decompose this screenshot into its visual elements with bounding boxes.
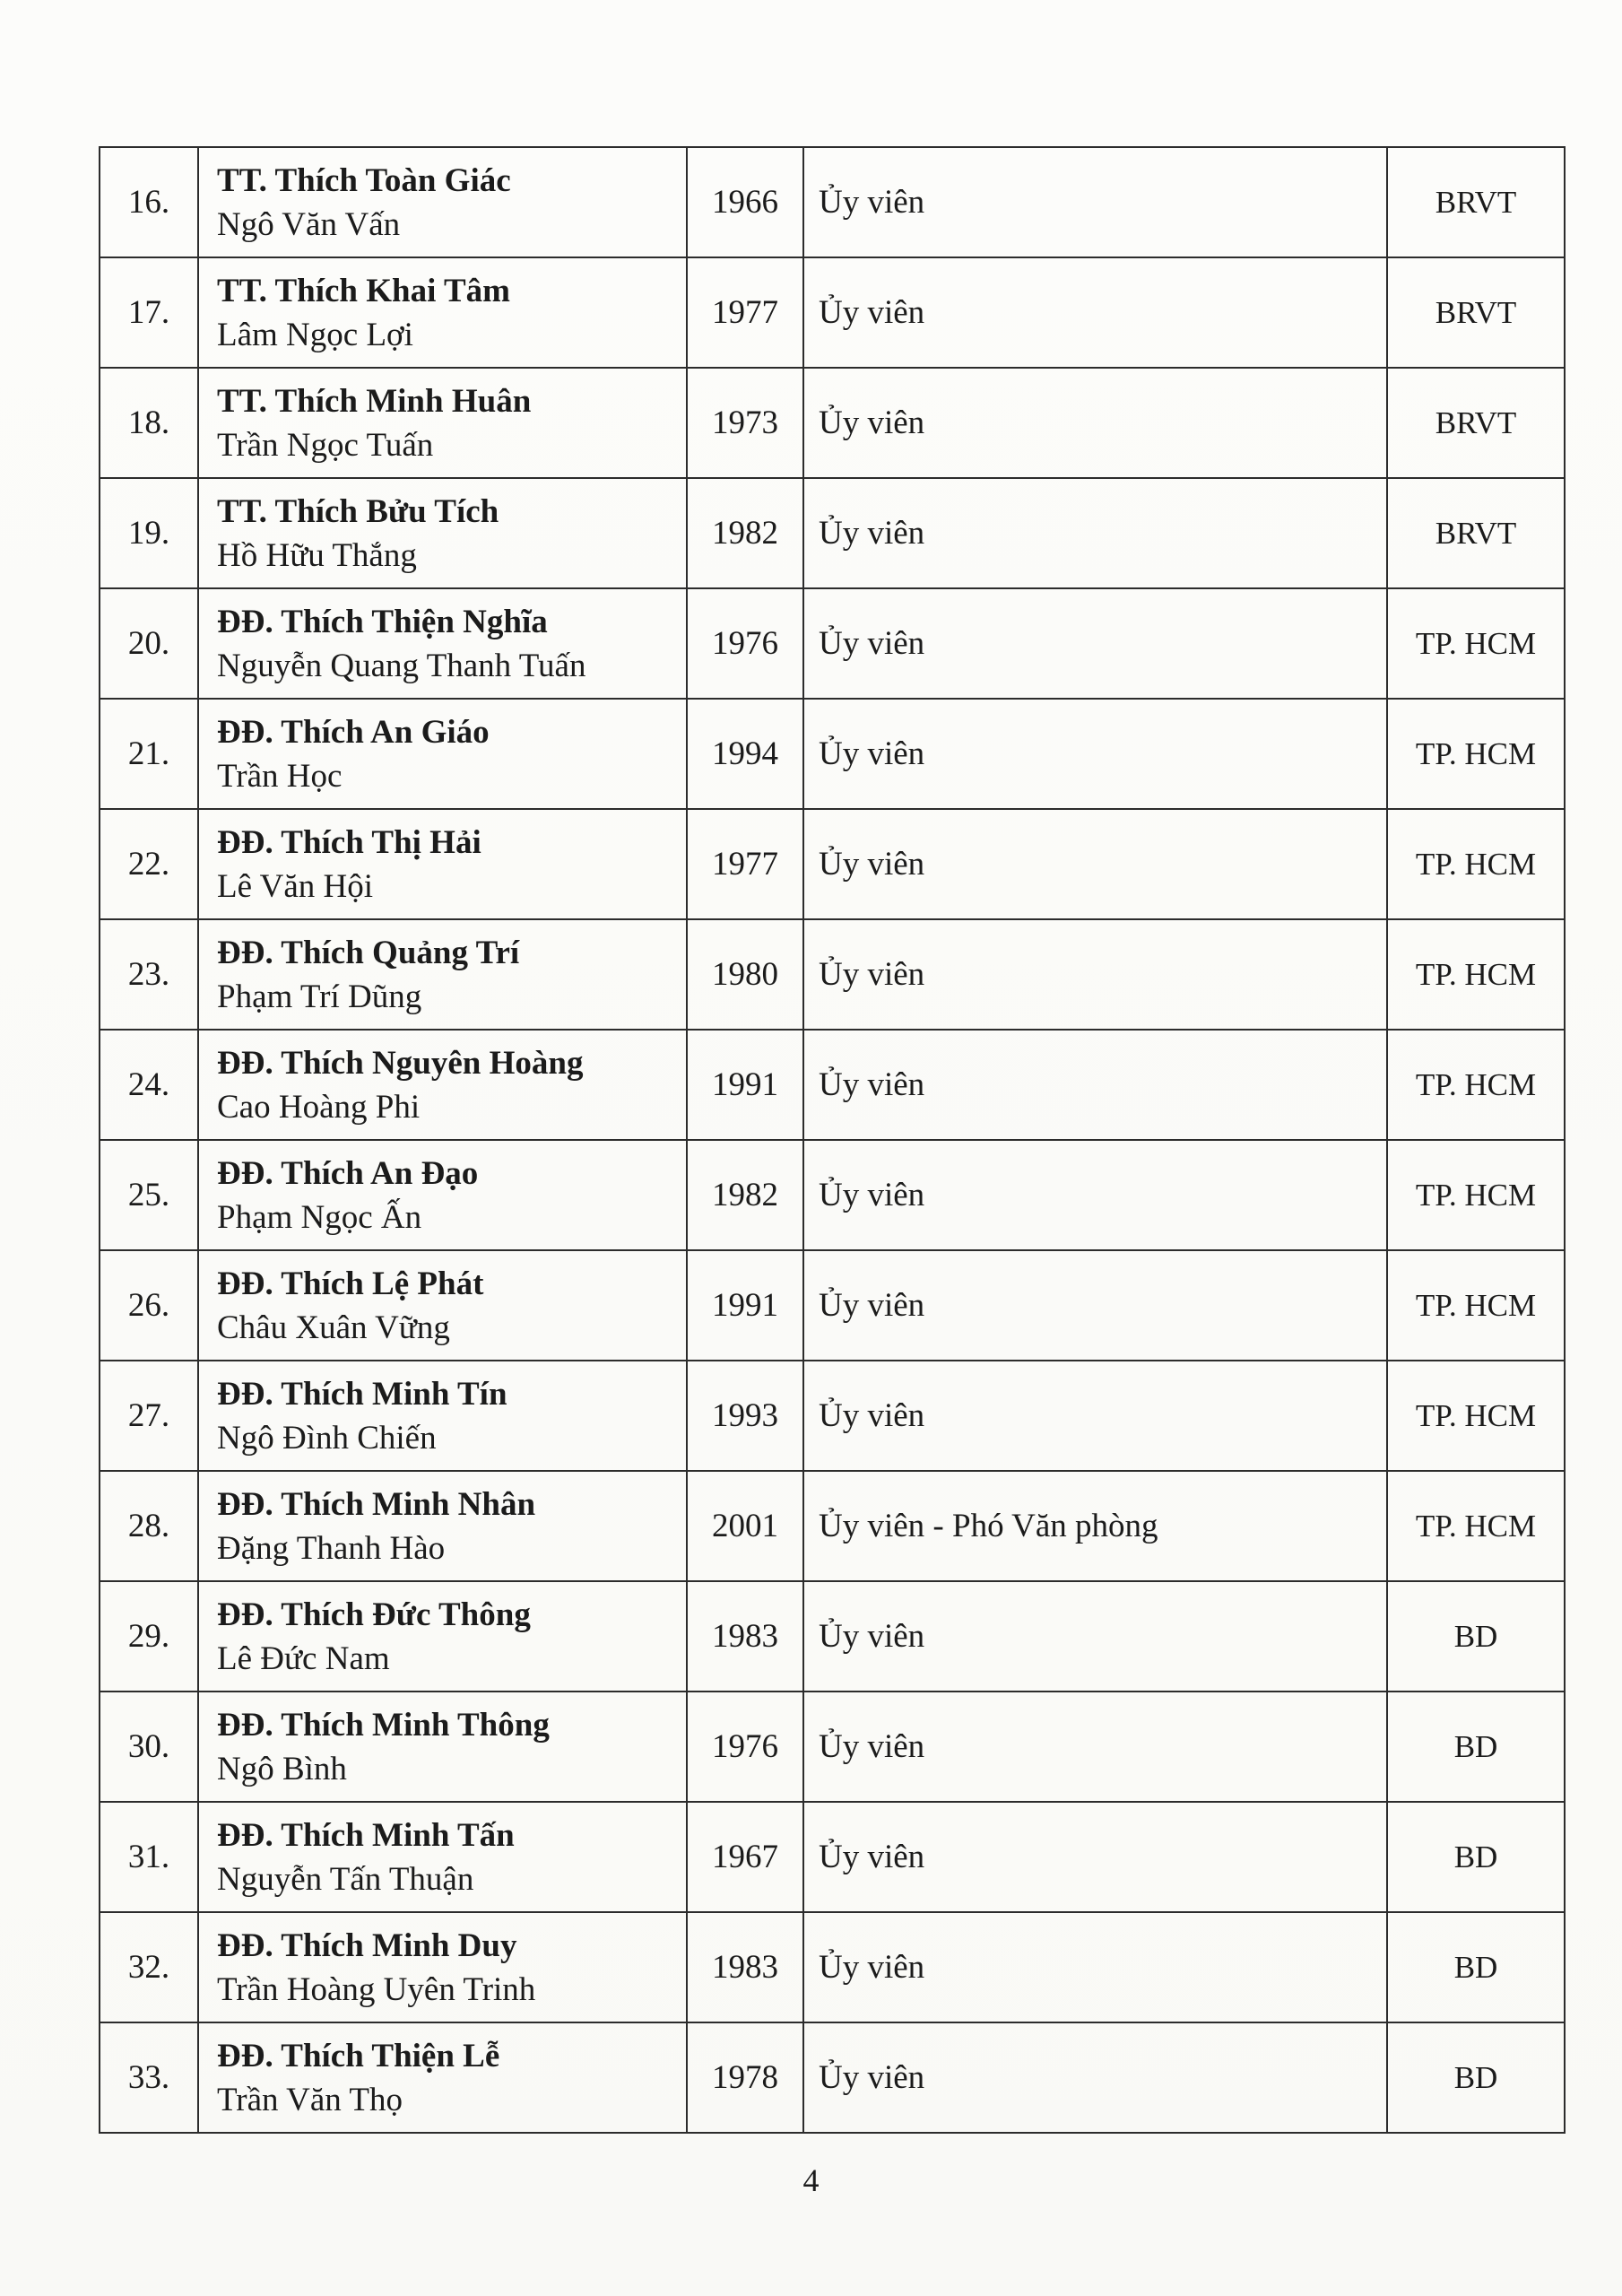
- row-number: 29.: [100, 1581, 198, 1692]
- locality: TP. HCM: [1387, 1030, 1565, 1140]
- birth-year: 1994: [687, 699, 803, 809]
- row-number: 23.: [100, 919, 198, 1030]
- dharma-name: ĐĐ. Thích Thị Hải: [217, 823, 481, 861]
- birth-year: 1967: [687, 1802, 803, 1912]
- row-number: 16.: [100, 147, 198, 257]
- dharma-name: ĐĐ. Thích Quảng Trí: [217, 934, 520, 971]
- name-cell: [198, 1692, 687, 1802]
- locality: BD: [1387, 2022, 1565, 2133]
- name-cell: [198, 257, 687, 368]
- table-row: [100, 1912, 1565, 2022]
- locality: TP. HCM: [1387, 919, 1565, 1030]
- locality: BRVT: [1387, 368, 1565, 478]
- dharma-name: TT. Thích Bửu Tích: [217, 492, 499, 530]
- page-number: 4: [802, 2162, 820, 2198]
- name-cell: [198, 588, 687, 699]
- lay-name: Ngô Bình: [217, 1750, 347, 1787]
- lay-name: Nguyễn Tấn Thuận: [217, 1860, 474, 1898]
- birth-year: 1966: [687, 147, 803, 257]
- row-number: 21.: [100, 699, 198, 809]
- role: Ủy viên: [803, 1912, 1387, 2022]
- locality: TP. HCM: [1387, 809, 1565, 919]
- role: Ủy viên: [803, 2022, 1387, 2133]
- role: Ủy viên: [803, 1692, 1387, 1802]
- row-number: 28.: [100, 1471, 198, 1581]
- dharma-name: ĐĐ. Thích Đức Thông: [217, 1596, 531, 1633]
- table-row: [100, 368, 1565, 478]
- dharma-name: TT. Thích Khai Tâm: [217, 272, 510, 309]
- locality: BD: [1387, 1912, 1565, 2022]
- dharma-name: ĐĐ. Thích Minh Duy: [217, 1926, 517, 1964]
- table-row: [100, 1581, 1565, 1692]
- name-cell: [198, 1581, 687, 1692]
- lay-name: Ngô Văn Vấn: [217, 205, 401, 243]
- name-cell: [198, 1250, 687, 1361]
- member-table: [99, 146, 1566, 2134]
- role: Ủy viên: [803, 1581, 1387, 1692]
- table-row: [100, 478, 1565, 588]
- locality: BD: [1387, 1581, 1565, 1692]
- role: Ủy viên: [803, 147, 1387, 257]
- row-number: 22.: [100, 809, 198, 919]
- locality: BRVT: [1387, 478, 1565, 588]
- role: Ủy viên: [803, 1030, 1387, 1140]
- table-row: [100, 1471, 1565, 1581]
- table-row: [100, 1250, 1565, 1361]
- table-row: [100, 1361, 1565, 1471]
- name-cell: [198, 2022, 687, 2133]
- row-number: 19.: [100, 478, 198, 588]
- lay-name: Trần Văn Thọ: [217, 2081, 403, 2118]
- lay-name: Lê Đức Nam: [217, 1639, 390, 1677]
- row-number: 24.: [100, 1030, 198, 1140]
- row-number: 32.: [100, 1912, 198, 2022]
- name-cell: [198, 147, 687, 257]
- birth-year: 1977: [687, 809, 803, 919]
- row-number: 27.: [100, 1361, 198, 1471]
- row-number: 33.: [100, 2022, 198, 2133]
- locality: BRVT: [1387, 257, 1565, 368]
- locality: BD: [1387, 1802, 1565, 1912]
- dharma-name: ĐĐ. Thích Thiện Nghĩa: [217, 603, 548, 640]
- table-row: [100, 588, 1565, 699]
- lay-name: Trần Học: [217, 757, 343, 795]
- dharma-name: ĐĐ. Thích Thiện Lễ: [217, 2037, 500, 2074]
- dharma-name: ĐĐ. Thích Minh Tấn: [217, 1816, 515, 1854]
- lay-name: Trần Ngọc Tuấn: [217, 426, 434, 464]
- table-row: [100, 1802, 1565, 1912]
- name-cell: [198, 699, 687, 809]
- table-row: [100, 699, 1565, 809]
- locality: TP. HCM: [1387, 1361, 1565, 1471]
- lay-name: Ngô Đình Chiến: [217, 1419, 437, 1457]
- name-cell: [198, 1030, 687, 1140]
- lay-name: Cao Hoàng Phi: [217, 1088, 421, 1126]
- birth-year: 1973: [687, 368, 803, 478]
- role: Ủy viên - Phó Văn phòng: [803, 1471, 1387, 1581]
- table-row: [100, 809, 1565, 919]
- table-row: [100, 1030, 1565, 1140]
- lay-name: Phạm Trí Dũng: [217, 978, 422, 1015]
- table-row: [100, 257, 1565, 368]
- birth-year: 2001: [687, 1471, 803, 1581]
- table-row: [100, 1692, 1565, 1802]
- name-cell: [198, 368, 687, 478]
- member-table-body: [100, 147, 1565, 2133]
- role: Ủy viên: [803, 699, 1387, 809]
- birth-year: 1993: [687, 1361, 803, 1471]
- birth-year: 1983: [687, 1581, 803, 1692]
- birth-year: 1991: [687, 1250, 803, 1361]
- name-cell: [198, 1140, 687, 1250]
- dharma-name: ĐĐ. Thích Nguyên Hoàng: [217, 1044, 584, 1082]
- locality: BRVT: [1387, 147, 1565, 257]
- dharma-name: ĐĐ. Thích Lệ Phát: [217, 1265, 484, 1302]
- birth-year: 1980: [687, 919, 803, 1030]
- row-number: 25.: [100, 1140, 198, 1250]
- locality: TP. HCM: [1387, 1471, 1565, 1581]
- row-number: 26.: [100, 1250, 198, 1361]
- row-number: 30.: [100, 1692, 198, 1802]
- row-number: 18.: [100, 368, 198, 478]
- name-cell: [198, 919, 687, 1030]
- birth-year: 1976: [687, 588, 803, 699]
- locality: TP. HCM: [1387, 699, 1565, 809]
- role: Ủy viên: [803, 257, 1387, 368]
- dharma-name: ĐĐ. Thích An Giáo: [217, 713, 490, 751]
- birth-year: 1976: [687, 1692, 803, 1802]
- role: Ủy viên: [803, 919, 1387, 1030]
- table-row: [100, 147, 1565, 257]
- birth-year: 1983: [687, 1912, 803, 2022]
- role: Ủy viên: [803, 809, 1387, 919]
- table-row: [100, 1140, 1565, 1250]
- lay-name: Hồ Hữu Thắng: [217, 536, 417, 574]
- dharma-name: TT. Thích Minh Huân: [217, 382, 532, 420]
- locality: TP. HCM: [1387, 588, 1565, 699]
- role: Ủy viên: [803, 1361, 1387, 1471]
- dharma-name: ĐĐ. Thích Minh Nhân: [217, 1485, 536, 1523]
- lay-name: Phạm Ngọc Ấn: [217, 1198, 422, 1236]
- birth-year: 1978: [687, 2022, 803, 2133]
- role: Ủy viên: [803, 1802, 1387, 1912]
- lay-name: Lê Văn Hội: [217, 867, 373, 905]
- lay-name: Nguyễn Quang Thanh Tuấn: [217, 647, 586, 684]
- row-number: 17.: [100, 257, 198, 368]
- name-cell: [198, 1912, 687, 2022]
- birth-year: 1991: [687, 1030, 803, 1140]
- name-cell: [198, 478, 687, 588]
- role: Ủy viên: [803, 1140, 1387, 1250]
- name-cell: [198, 1471, 687, 1581]
- birth-year: 1977: [687, 257, 803, 368]
- dharma-name: TT. Thích Toàn Giác: [217, 161, 511, 199]
- locality: TP. HCM: [1387, 1140, 1565, 1250]
- role: Ủy viên: [803, 478, 1387, 588]
- lay-name: Lâm Ngọc Lợi: [217, 316, 413, 353]
- row-number: 31.: [100, 1802, 198, 1912]
- lay-name: Châu Xuân Vững: [217, 1309, 450, 1346]
- table-row: [100, 2022, 1565, 2133]
- row-number: 20.: [100, 588, 198, 699]
- lay-name: Đặng Thanh Hào: [217, 1529, 446, 1567]
- birth-year: 1982: [687, 1140, 803, 1250]
- birth-year: 1982: [687, 478, 803, 588]
- role: Ủy viên: [803, 1250, 1387, 1361]
- role: Ủy viên: [803, 588, 1387, 699]
- dharma-name: ĐĐ. Thích Minh Tín: [217, 1375, 507, 1413]
- table-row: [100, 919, 1565, 1030]
- dharma-name: ĐĐ. Thích Minh Thông: [217, 1706, 550, 1744]
- name-cell: [198, 809, 687, 919]
- locality: BD: [1387, 1692, 1565, 1802]
- role: Ủy viên: [803, 368, 1387, 478]
- name-cell: [198, 1802, 687, 1912]
- lay-name: Trần Hoàng Uyên Trinh: [217, 1970, 536, 2008]
- name-cell: [198, 1361, 687, 1471]
- locality: TP. HCM: [1387, 1250, 1565, 1361]
- dharma-name: ĐĐ. Thích An Đạo: [217, 1154, 479, 1192]
